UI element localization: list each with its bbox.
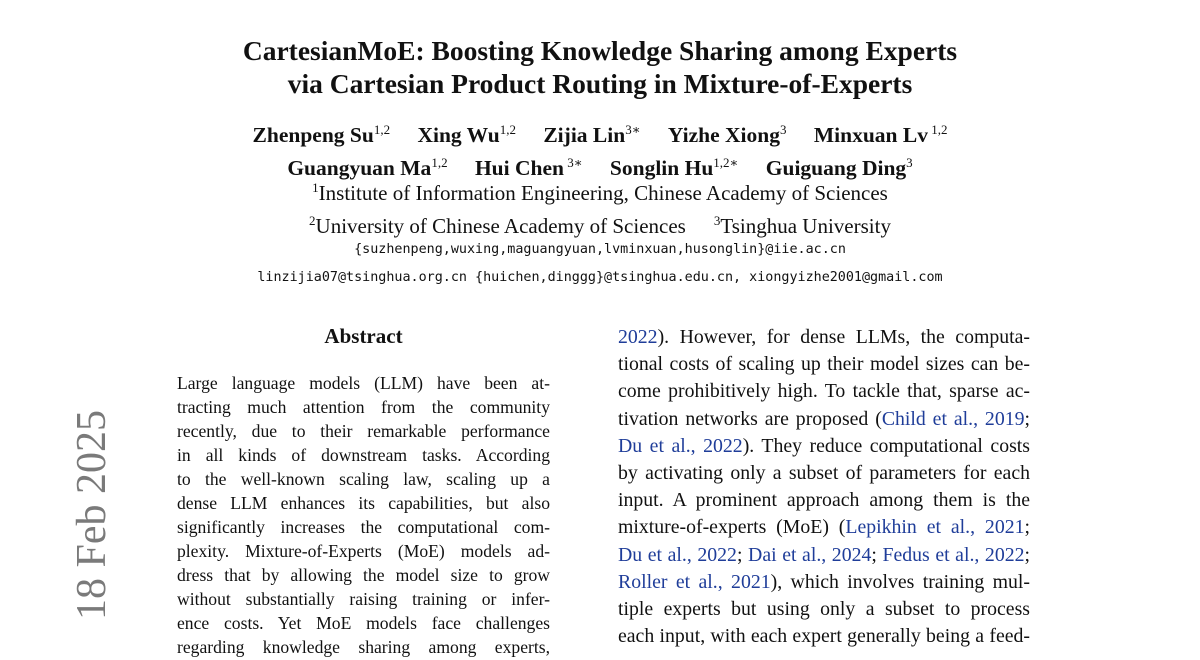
- abstract-line: tracting much attention from the community: [177, 397, 550, 417]
- author: Minxuan Lv $^{1,2}$: [813, 122, 948, 148]
- author: Zhenpeng Su$^{1,2}$: [252, 122, 391, 148]
- intro-line: tional costs of scaling up their model sizes can be-: [618, 353, 1030, 376]
- author: Xing Wu$^{1,2}$: [417, 122, 516, 148]
- author: Guiguang Ding$^3$: [765, 155, 913, 181]
- abstract-line: in all kinds of downstream tasks. According: [177, 445, 550, 465]
- author: Songlin $Hu^{1,2∗}$: [609, 155, 739, 181]
- citation-link[interactable]: Dai et al., 2024: [748, 543, 872, 566]
- abstract-line: dense LLM enhances its capabilities, but also: [177, 493, 550, 513]
- arxiv-date: 18 Feb 2025: [69, 410, 115, 620]
- abstract-line: to the well-known scaling law, scaling up a: [177, 469, 550, 489]
- citation-link[interactable]: 2022: [618, 326, 658, 348]
- abstract-line: dress that by allowing the model size to grow: [177, 565, 550, 585]
- title-line-2: via Cartesian Product Routing in Mixture-of-Experts: [287, 68, 913, 99]
- intro-line: come prohibitively high. To tackle that, sparse ac-: [618, 380, 1030, 403]
- intro-line: by activating only a subset of parameters for each: [618, 462, 1030, 485]
- abstract-body: [177, 371, 550, 659]
- author-emails: [0, 236, 1200, 292]
- intro-line: Roller et al., 2021), which involves training mul-: [618, 570, 1030, 593]
- intro-line: input. A prominent approach among them is the: [618, 489, 1030, 512]
- intro-line: each input, with each expert generally being a feed-: [618, 625, 1030, 648]
- citation-link[interactable]: Lepikhin et al., 2021: [845, 516, 1025, 539]
- citation-link[interactable]: Du et al., 2022: [618, 543, 737, 566]
- abstract-heading: Abstract: [324, 324, 403, 348]
- abstract-line: without substantially raising training or infer-: [177, 589, 550, 609]
- intro-line: 2022). However, for dense LLMs, the computa-: [618, 326, 1030, 348]
- author: Hui Chen $^{3∗}$: [474, 155, 583, 181]
- citation-link[interactable]: Du et al., 2022: [618, 434, 743, 457]
- intro-line: tivation networks are proposed (Child et al., 2019;: [618, 407, 1030, 430]
- email-line-1: {suzhenpeng,wuxing,maguangyuan,lvminxuan,husonglin}@iie.ac.cn: [354, 242, 846, 257]
- citation-link[interactable]: Fedus et al., 2022: [882, 543, 1025, 566]
- affiliation-line-2: $^2$University of Chinese Academy of Sciences $^3$Tsinghua University: [309, 213, 891, 238]
- citation-link[interactable]: Roller et al., 2021: [618, 570, 771, 593]
- affiliation-line-1: $^1$Institute of Information Engineering, Chinese Academy of Sciences: [312, 180, 888, 205]
- intro-line: mixture-of-experts (MoE) (Lepikhin et al., 2021;: [618, 516, 1030, 539]
- author-row-1: [0, 116, 1200, 149]
- abstract-line: regarding knowledge sharing among experts,: [177, 637, 550, 657]
- abstract-line: Large language models (LLM) have been at-: [177, 373, 550, 393]
- author: Guangyuan Ma$^{1,2}$: [287, 155, 448, 181]
- abstract-line: plexity. Mixture-of-Experts (MoE) models ad-: [177, 541, 550, 561]
- intro-line: Du et al., 2022; Dai et al., 2024; Fedus et al., 2022;: [618, 543, 1030, 566]
- abstract-line: significantly increases the computational com-: [177, 517, 550, 537]
- affiliations: [0, 174, 1200, 240]
- author: Yizhe Xiong$^3$: [667, 122, 787, 148]
- citation-link[interactable]: Child et al., 2019: [881, 407, 1025, 430]
- paper-title: [0, 34, 1200, 100]
- email-line-2: linzijia07@tsinghua.org.cn {huichen,dinggg}@tsinghua.edu.cn, xiongyizhe2001@gmail.com: [257, 270, 943, 285]
- author-list: [0, 116, 1200, 182]
- intro-line: tiple experts but using only a subset to process: [618, 598, 1030, 621]
- author: Zijia Lin$^{3∗}$: [543, 122, 641, 148]
- introduction-body: [618, 324, 1030, 650]
- abstract-line: recently, due to their remarkable performance: [177, 421, 550, 441]
- arxiv-side-stamp: [26, 410, 115, 660]
- abstract-line: ence costs. Yet MoE models face challenges: [177, 613, 550, 633]
- intro-line: Du et al., 2022). They reduce computational costs: [618, 434, 1030, 457]
- title-line-1: CartesianMoE: Boosting Knowledge Sharing among Experts: [242, 35, 958, 66]
